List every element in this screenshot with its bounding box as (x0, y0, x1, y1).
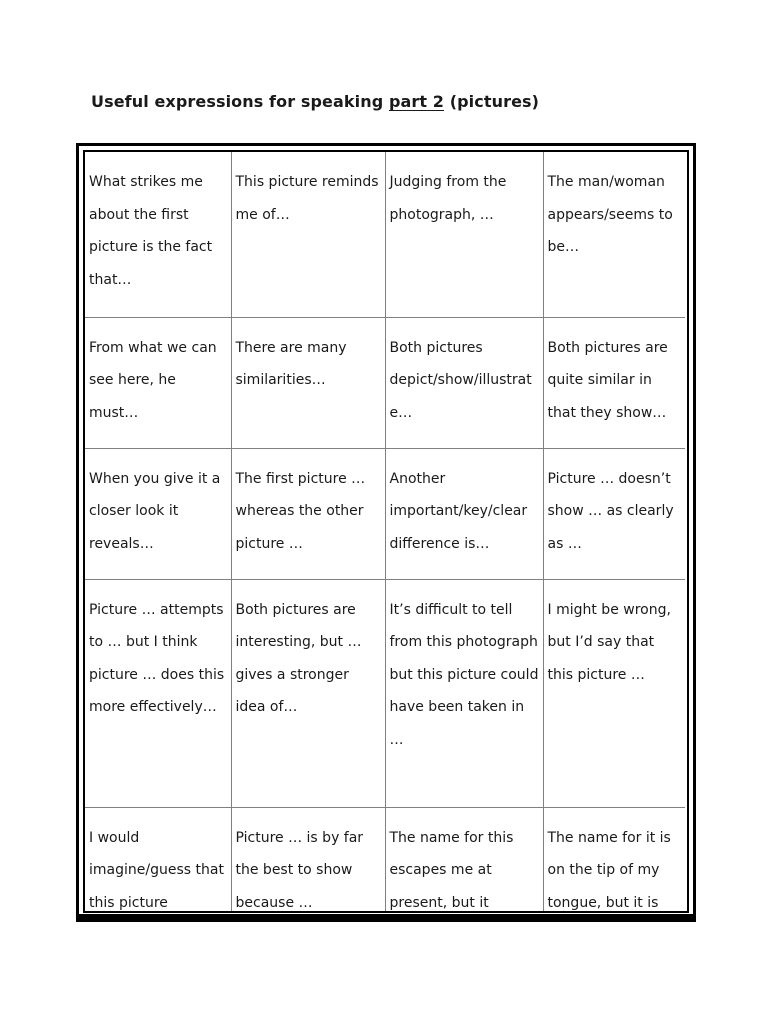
table-row (85, 152, 685, 317)
table-cell: Both pictures depict/show/illustrate… (385, 317, 543, 448)
table-cell: I would imagine/guess that this picture (85, 807, 231, 922)
frame-bottom-rule (79, 914, 693, 919)
page-title (91, 92, 539, 111)
frame-bottom-inner-rule (83, 911, 689, 913)
table-cell: Judging from the photograph, … (385, 152, 543, 317)
table-cell: I might be wrong, but I’d say that this picture … (543, 579, 685, 807)
table-cell: Picture … is by far the best to show because … (231, 807, 385, 922)
table-cell: Picture … attempts to … but I think picture … does this more effectively… (85, 579, 231, 807)
table-cell: From what we can see here, he must… (85, 317, 231, 448)
table-cell: Another important/key/clear difference is… (385, 448, 543, 579)
table-row (85, 317, 685, 448)
table-cell: The name for this escapes me at present, but it (385, 807, 543, 922)
table-row (85, 579, 685, 807)
table-cell: Picture … doesn’t show … as clearly as … (543, 448, 685, 579)
table-cell: The first picture … whereas the other picture … (231, 448, 385, 579)
table-cell: The name for it is on the tip of my tongue, but it is (543, 807, 685, 922)
table-row (85, 807, 685, 922)
table-cell: It’s difficult to tell from this photograph but this picture could have been taken in … (385, 579, 543, 807)
expressions-table (85, 152, 685, 922)
table-cell: Both pictures are interesting, but … gives a stronger idea of… (231, 579, 385, 807)
title-prefix: Useful expressions for speaking (91, 92, 389, 111)
expressions-table-frame (76, 143, 696, 922)
title-suffix: (pictures) (444, 92, 540, 111)
table-cell: When you give it a closer look it reveals… (85, 448, 231, 579)
title-underlined: part 2 (388, 92, 445, 111)
table-cell: This picture reminds me of… (231, 152, 385, 317)
table-row (85, 448, 685, 579)
table-cell: The man/woman appears/seems to be… (543, 152, 685, 317)
table-cell: There are many similarities… (231, 317, 385, 448)
expressions-table-inner-frame (83, 150, 689, 922)
table-cell: What strikes me about the first picture is the fact that… (85, 152, 231, 317)
table-cell: Both pictures are quite similar in that they show… (543, 317, 685, 448)
